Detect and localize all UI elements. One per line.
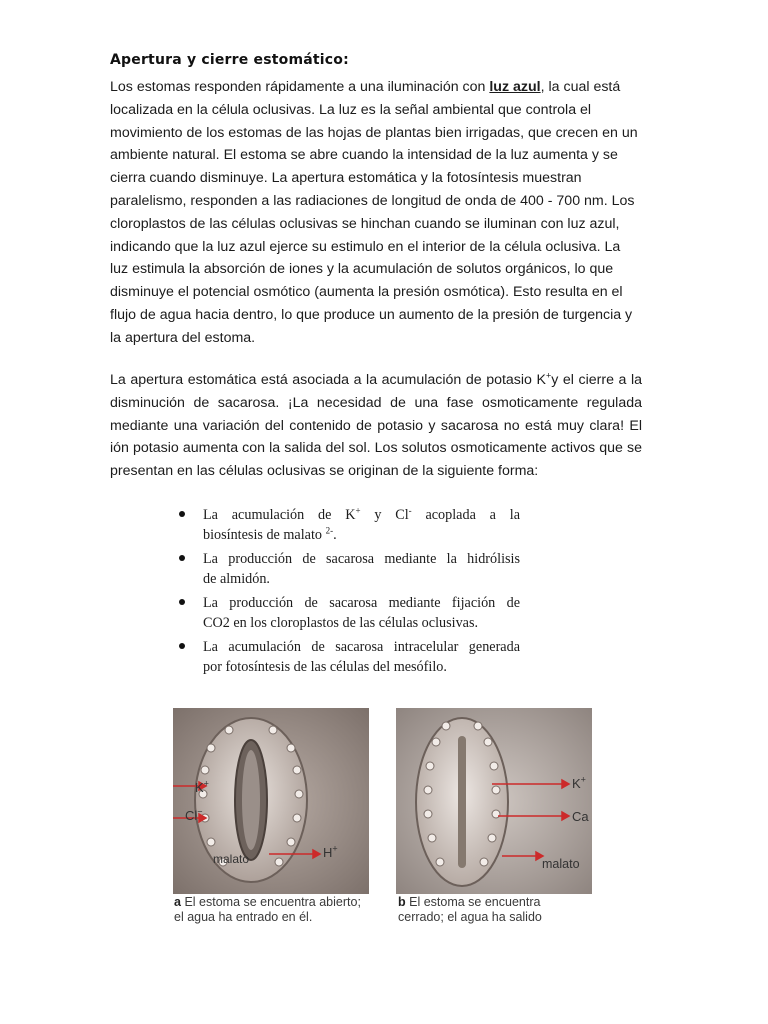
figure-caption-b: b El estoma se encuentra cerrado; el agua ha salido — [398, 895, 542, 924]
document-title: Apertura y cierre estomático: — [110, 52, 349, 68]
paragraph-line: la apertura del estoma. — [110, 329, 256, 346]
bullet-icon — [179, 599, 185, 605]
label-cl-ion: Cl− — [185, 806, 203, 823]
label-malato: malato — [542, 857, 580, 871]
paragraph-line: luz estimula la absorción de iones y la acumulación de solutos orgánicos, lo que — [110, 261, 614, 278]
list-item: La producción de sacarosa mediante fijación de CO2 en los cloroplastos de las células oclusivas. — [176, 590, 520, 634]
label-h-ion: H+ — [323, 843, 338, 860]
paragraph-line: cloroplastos de las células oclusivas se hinchan cuando se iluminan con luz azul, — [110, 215, 620, 232]
paragraph-line: disminuye el potencial osmótico (aumenta la presión osmótica). Esto resulta en el — [110, 284, 623, 301]
paragraph-line: mediante una variación del contenido de potasio y sacarosa no está muy clara! El — [110, 417, 642, 434]
list-item: La producción de sacarosa mediante la hidrólisis de almidón. — [176, 546, 520, 590]
paragraph-line: disminución de sacarosa. ¡La necesidad de una fase osmoticamente regulada — [110, 394, 642, 411]
list-item: La acumulación de sacarosa intracelular generada por fotosíntesis de las células del mesófilo. — [176, 634, 520, 678]
paragraph-line: ión potasio aumenta con la salida del sol. Los solutos osmoticamente activos que se — [110, 440, 642, 457]
label-malato: malato — [213, 852, 250, 866]
bullet-icon — [179, 555, 185, 561]
paragraph-line: movimiento de los estomas de las hojas de plantas bien irrigadas, que crecen en un — [110, 124, 638, 141]
paragraph-line: indicando que la luz azul ejerce su estimulo en el interior de la célula oclusiva. La — [110, 238, 621, 255]
paragraph-stomata-light — [110, 76, 642, 350]
paragraph-line: ambiente natural. El estoma se abre cuando la intensidad de la luz aumenta y se — [110, 147, 618, 164]
paragraph-potassium — [110, 369, 642, 483]
paragraph-line: Los estomas responden rápidamente a una iluminación con luz azul, la cual está — [110, 79, 621, 95]
label-k-ion: K+ — [195, 778, 209, 795]
bullet-list — [176, 502, 520, 678]
paragraph-line: cierra cuando disminuye. La apertura estomática y la fotosíntesis muestran — [110, 170, 582, 187]
bullet-icon — [179, 511, 185, 517]
bullet-icon — [179, 643, 185, 649]
figure-caption-a: a El estoma se encuentra abierto; el agua ha entrado en él. — [174, 895, 361, 924]
paragraph-line: localizada en la célula oclusivas. La luz es la señal ambiental que controla el — [110, 101, 592, 118]
paragraph-line: presentan en las células oclusivas se originan de la siguiente forma: — [110, 463, 539, 480]
paragraph-line: La apertura estomática está asociada a la acumulación de potasio K+y el cierre a la — [110, 370, 642, 388]
label-k-ion: K+ — [572, 774, 586, 791]
figure-stoma-closed — [396, 708, 592, 894]
stoma-open-illustration — [173, 708, 369, 894]
paragraph-line: flujo de agua hacia dentro, lo que produce un aumento de la presión de turgencia y — [110, 306, 633, 323]
emphasis-luz-azul: luz azul — [489, 79, 541, 95]
paragraph-line: paralelismo, responden a las radiaciones de longitud de onda de 400 - 700 nm. Los — [110, 192, 635, 209]
list-item: La acumulación de K+ y Cl- acoplada a la biosíntesis de malato $^{2-}$. — [176, 502, 520, 546]
label-ca-ion: Ca — [572, 809, 589, 824]
figure-stoma-open — [173, 708, 369, 894]
